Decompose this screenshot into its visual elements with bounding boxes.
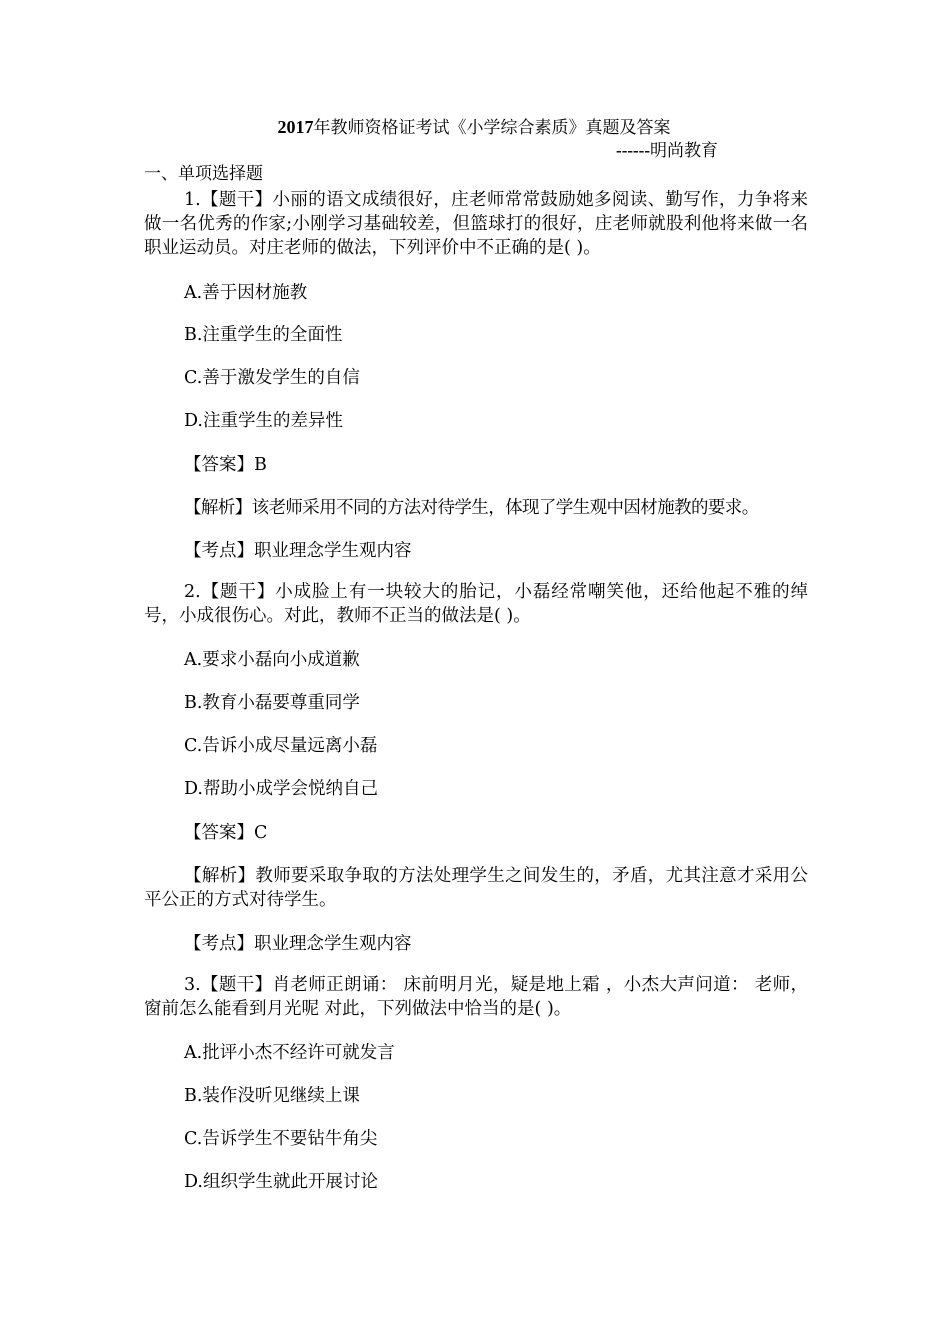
question-1-option-a: A.善于因材施教 xyxy=(184,283,308,303)
question-1-point: 【考点】职业理念学生观内容 xyxy=(184,541,412,561)
question-1-option-c: C.善于激发学生的自信 xyxy=(184,368,360,388)
question-2-analysis: 【解析】教师要采取争取的方法处理学生之间发生的，矛盾，尤其注意才采用公平公正的方式对待学生。 xyxy=(144,866,808,910)
document-subtitle xyxy=(616,140,718,162)
question-2-option-b: B.教育小磊要尊重同学 xyxy=(184,693,360,713)
question-3-option-a: A.批评小杰不经许可就发言 xyxy=(184,1043,395,1063)
section-heading: 一、单项选择题 xyxy=(144,164,263,184)
document-title xyxy=(144,116,804,139)
question-2-option-a: A.要求小磊向小成道歉 xyxy=(184,650,360,670)
title-text: 年教师资格证考试《小学综合素质》真题及答案 xyxy=(313,118,671,138)
title-year: 2017 xyxy=(277,117,314,137)
question-2-option-c: C.告诉小成尽量远离小磊 xyxy=(184,736,378,756)
question-1-option-b: B.注重学生的全面性 xyxy=(184,325,343,345)
question-2-stem: 2.【题干】小成脸上有一块较大的胎记，小磊经常嘲笑他，还给他起不雅的绰号，小成很伤心。对此，教师不正当的做法是( )。 xyxy=(144,582,808,626)
question-1-analysis: 【解析】该老师采用不同的方法对待学生，体现了学生观中因材施教的要求。 xyxy=(184,498,759,518)
question-2-point: 【考点】职业理念学生观内容 xyxy=(184,934,412,954)
question-1-answer: 【答案】B xyxy=(184,455,267,475)
subtitle-org: 明尚教育 xyxy=(650,141,718,161)
question-1-option-d: D.注重学生的差异性 xyxy=(184,411,343,431)
question-3-stem: 3.【题干】肖老师正朗诵： 床前明月光，疑是地上霜 ，小杰大声问道： 老师，窗前怎么能看到月光呢 对此，下列做法中恰当的是( )。 xyxy=(144,975,808,1019)
question-3-option-c: C.告诉学生不要钻牛角尖 xyxy=(184,1129,378,1149)
question-3-option-d: D.组织学生就此开展讨论 xyxy=(184,1172,378,1192)
subtitle-dash: ------ xyxy=(616,141,650,160)
question-2-option-d: D.帮助小成学会悦纳自己 xyxy=(184,779,378,799)
question-3-option-b: B.装作没听见继续上课 xyxy=(184,1086,360,1106)
question-2-answer: 【答案】C xyxy=(184,823,268,843)
question-1-stem: 1.【题干】小丽的语文成绩很好，庄老师常常鼓励她多阅读、勤写作，力争将来做一名优秀的作家;小刚学习基础较差，但篮球打的很好，庄老师就股利他将来做一名职业运动员。对庄老师的做法，下列评价中不正确的是( )。 xyxy=(144,190,808,258)
